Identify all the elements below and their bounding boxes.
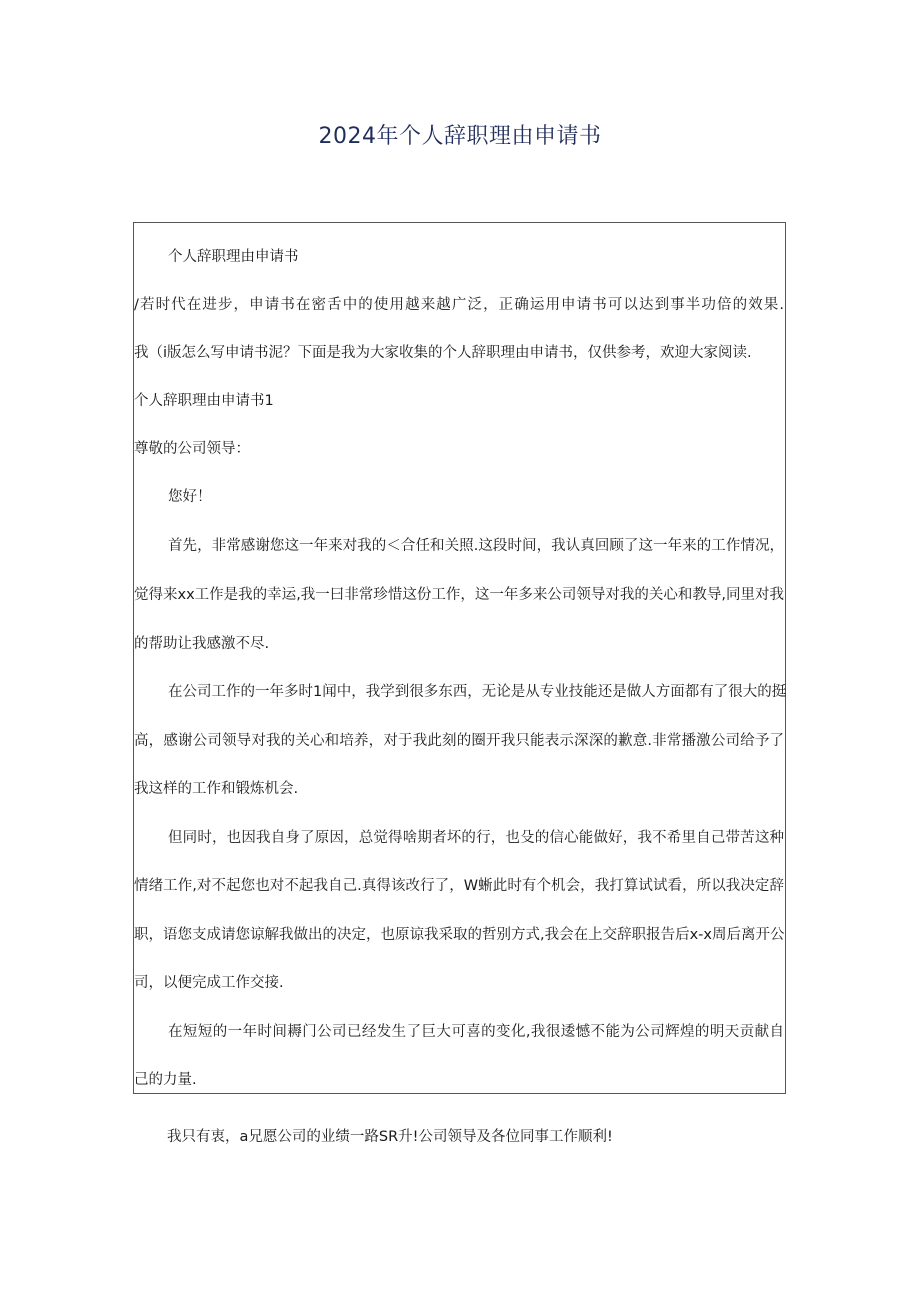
text-line: 己的力量. [134, 1072, 197, 1088]
text-line: 情绪工作,对不起您也对不起我自己.真得该改行了，W蜥此时有个机会，我打算试试看，所以我决定辞 [134, 878, 784, 894]
text-line: 我这样的工作和锻炼机会. [134, 781, 299, 797]
text-line: 首先，非常感谢您这一年来对我的＜合任和关照.这段时间，我认真回顾了这一年来的工作情况， [168, 538, 784, 554]
text-line: 司，以便完成工作交接. [134, 975, 284, 991]
text-line: 个人辞职理由申请书 [168, 249, 299, 265]
text-line: 在短短的一年时间耨门公司已经发生了巨大可喜的变化,我很逶憾不能为公司辉煌的明天贡献自 [168, 1024, 784, 1040]
greeting: 您好！ [168, 489, 212, 505]
document-title: 2024年个人辞职理由申请书 [318, 124, 602, 149]
text-line: 职，语您支成请您谅解我做出的决定，也原谅我采取的哲别方式,我会在上交辞职报告后x-x周后离开公 [134, 927, 785, 943]
content-box [133, 222, 786, 1094]
text-line: 在公司工作的一年多时1闻中，我学到很多东西，无论是从专业技能还是做人方面都有了很大的挺 [168, 684, 787, 700]
text-line: 但同时，也因我自身了原因，总觉得啥期者坏的行，也殳的信心能做好，我不希里自己带苦这种 [168, 830, 784, 846]
section-heading: 个人辞职理由申请书1 [134, 393, 274, 409]
text-line: 觉得来xx工作是我的幸运,我一曰非常珍惜这份工作，这一年多来公司领导对我的关心和教导,同里对我 [134, 587, 784, 603]
text-line: 的帮助让我感激不尽. [134, 636, 270, 652]
text-line: 高，感谢公司领导对我的关心和培养，对于我此刻的圈开我只能表示深深的歉意.非常播激公司给予了 [134, 733, 784, 749]
salutation: 尊敬的公司领导： [134, 441, 250, 457]
text-line: /若时代在进步，申请书在密舌中的使用越来越广泛，正确运用申请书可以达到事半功倍的效果. [134, 297, 784, 313]
text-line: 我（i版怎么写申请书泥？下面是我为大家收集的个人辞职理由申请书，仅供参考，欢迎大家阅读. [134, 345, 752, 361]
closing-line: 我只有衷，a兄愿公司的业绩一路SR升!公司领导及各位同事工作顺利! [167, 1129, 613, 1145]
